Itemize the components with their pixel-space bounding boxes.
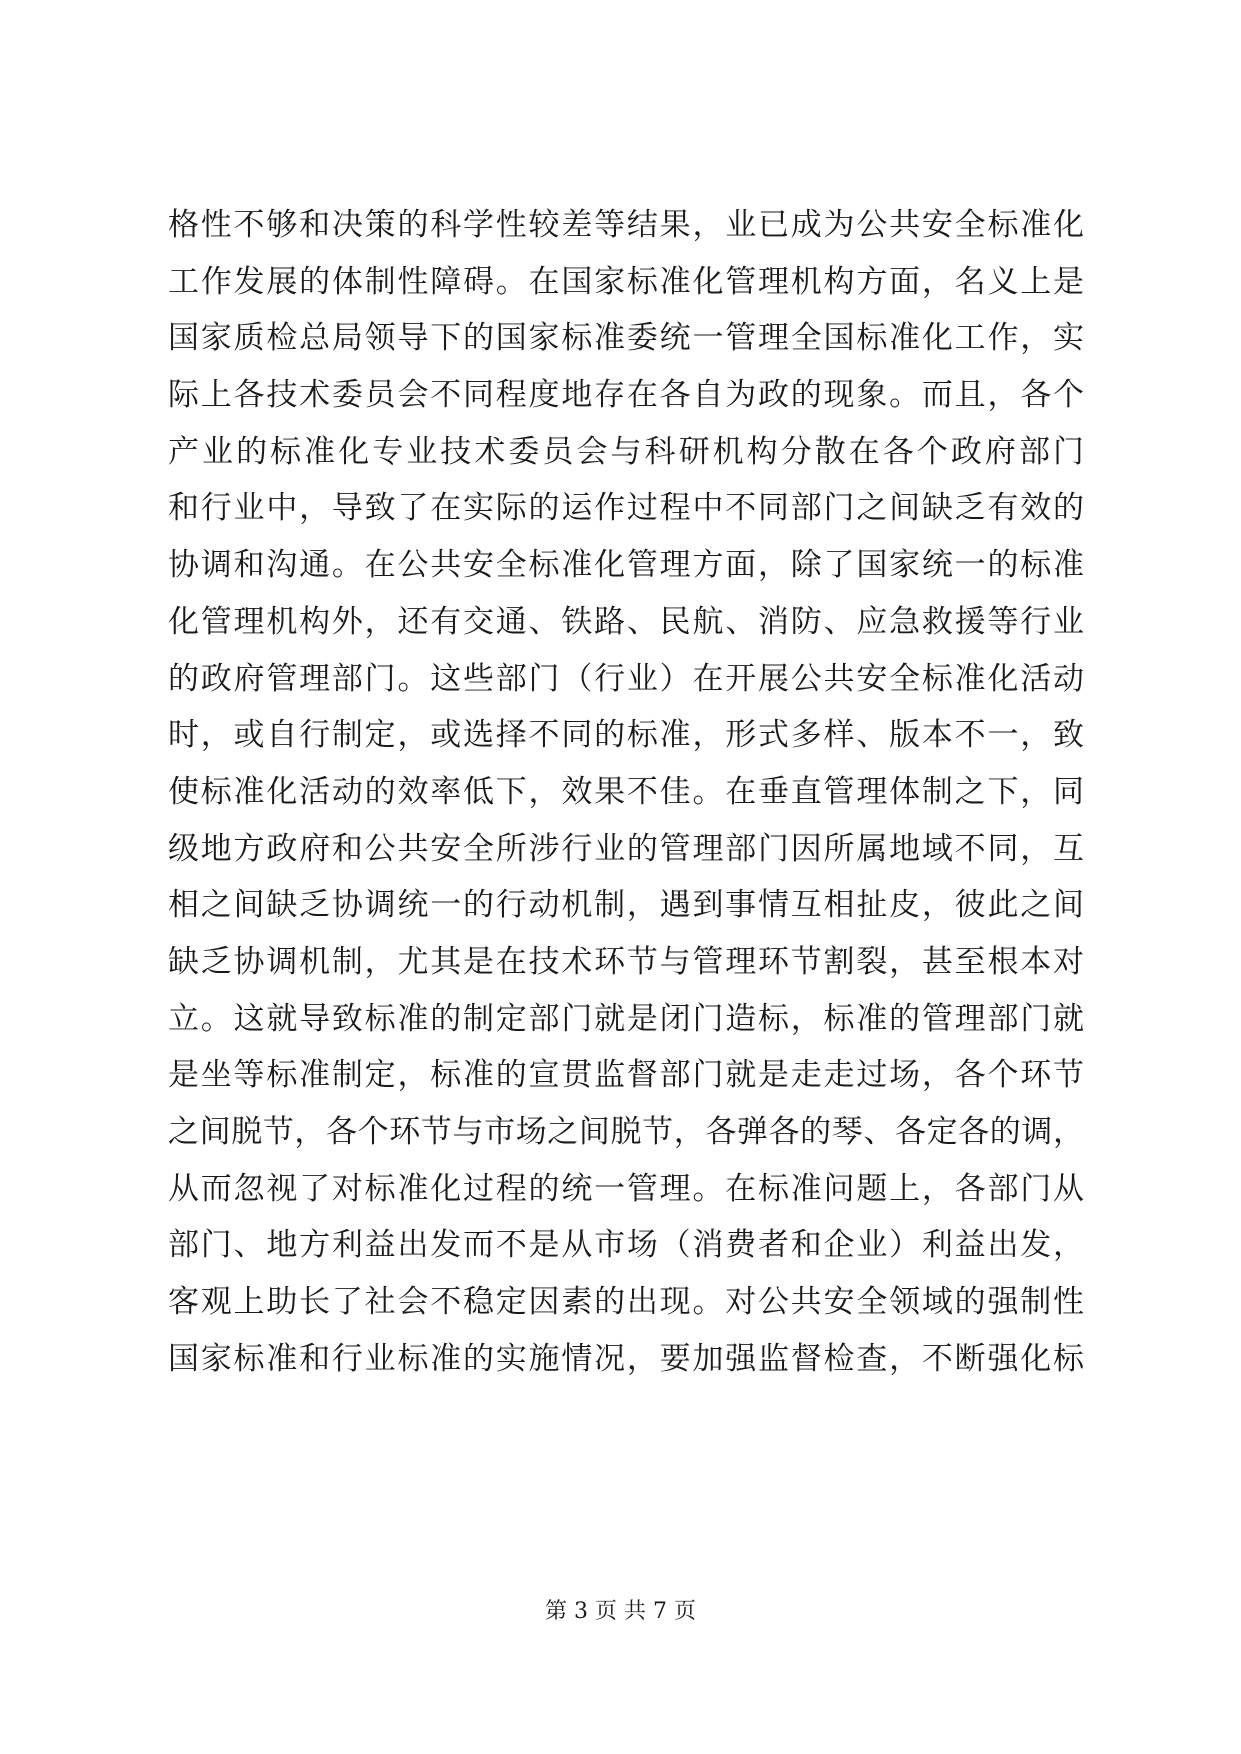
text-line: 格性不够和决策的科学性较差等结果，业已成为公共安全标准化 xyxy=(168,207,1084,243)
text-line: 协调和沟通。在公共安全标准化管理方面，除了国家统一的标准 xyxy=(168,547,1084,584)
text-line: 产业的标准化专业技术委员会与科研机构分散在各个政府部门 xyxy=(168,433,1084,470)
text-line: 部门、地方利益出发而不是从市场（消费者和企业）利益出发， xyxy=(168,1227,1084,1264)
text-line: 际上各技术委员会不同程度地存在各自为政的现象。而且，各个 xyxy=(168,377,1084,414)
text-line: 的政府管理部门。这些部门（行业）在开展公共安全标准化活动 xyxy=(168,660,1084,697)
text-line: 使标准化活动的效率低下，效果不佳。在垂直管理体制之下，同 xyxy=(168,773,1084,810)
text-line: 时，或自行制定，或选择不同的标准，形式多样、版本不一，致 xyxy=(168,717,1084,754)
text-line: 客观上助长了社会不稳定因素的出现。对公共安全领域的强制性 xyxy=(168,1284,1084,1321)
text-line: 化管理机构外，还有交通、铁路、民航、消防、应急救援等行业 xyxy=(168,603,1084,640)
page-number: 第 3 页 共 7 页 xyxy=(545,1599,696,1624)
text-line: 工作发展的体制性障碍。在国家标准化管理机构方面，名义上是 xyxy=(168,263,1084,300)
text-line: 立。这就导致标准的制定部门就是闭门造标，标准的管理部门就 xyxy=(168,1000,1084,1037)
text-line: 是坐等标准制定，标准的宣贯监督部门就是走走过场，各个环节 xyxy=(168,1057,1084,1094)
text-line: 和行业中，导致了在实际的运作过程中不同部门之间缺乏有效的 xyxy=(168,490,1084,527)
text-line: 相之间缺乏协调统一的行动机制，遇到事情互相扯皮，彼此之间 xyxy=(168,887,1084,924)
text-line: 缺乏协调机制，尤其是在技术环节与管理环节割裂，甚至根本对 xyxy=(168,943,1084,980)
text-line: 国家质检总局领导下的国家标准委统一管理全国标准化工作，实 xyxy=(168,320,1084,357)
page-footer xyxy=(0,1598,1241,1626)
text-line: 国家标准和行业标准的实施情况，要加强监督检查，不断强化标 xyxy=(168,1340,1084,1377)
body-text xyxy=(168,197,1084,1387)
text-line: 级地方政府和公共安全所涉行业的管理部门因所属地域不同，互 xyxy=(168,830,1084,867)
text-line: 从而忽视了对标准化过程的统一管理。在标准问题上，各部门从 xyxy=(168,1170,1084,1207)
text-line: 之间脱节，各个环节与市场之间脱节，各弹各的琴、各定各的调， xyxy=(168,1114,1084,1150)
